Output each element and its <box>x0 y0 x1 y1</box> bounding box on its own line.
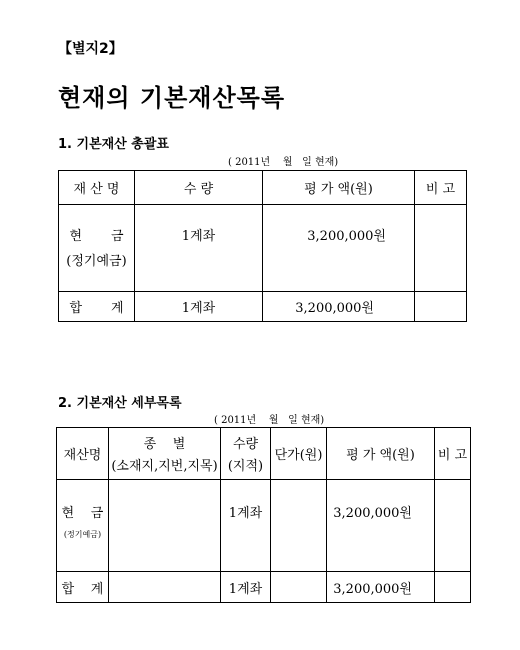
header-valuation: 평 가 액(원) <box>263 171 415 205</box>
section1-title: 1. 기본재산 총괄표 <box>58 137 169 152</box>
table-header-row <box>57 428 471 480</box>
total-unit-price <box>271 572 327 603</box>
asset-subtype: (정기예금) <box>63 530 102 539</box>
cash-cell <box>59 205 135 292</box>
quantity-cell: 1계좌 <box>221 480 271 572</box>
header-kind <box>109 428 221 480</box>
detail-table <box>56 427 471 603</box>
total-label: 합 계 <box>57 572 109 603</box>
summary-table <box>58 170 467 322</box>
total-valuation: 3,200,000원 <box>327 572 435 603</box>
table-header-row <box>59 171 467 205</box>
remarks-cell <box>435 480 471 572</box>
table-row-total <box>59 292 467 322</box>
total-remarks <box>435 572 471 603</box>
asset-subtype: (정기예금) <box>66 254 127 269</box>
asset-name: 현 금 <box>61 506 104 521</box>
total-quantity: 1계좌 <box>135 292 263 322</box>
valuation-cell: 3,200,000원 <box>263 205 415 292</box>
header-valuation: 평 가 액(원) <box>327 428 435 480</box>
quantity-cell: 1계좌 <box>135 205 263 292</box>
header-kind-label: 종 별 <box>143 437 186 452</box>
header-quantity <box>221 428 271 480</box>
table-row-total <box>57 572 471 603</box>
header-asset-name: 재 산 명 <box>59 171 135 205</box>
header-remarks: 비 고 <box>435 428 471 480</box>
header-remarks: 비 고 <box>415 171 467 205</box>
section1-as-of-date: ( 2011년 월 일 현재) <box>228 157 339 168</box>
unit-price-cell <box>271 480 327 572</box>
header-quantity-sub: (지적) <box>227 459 264 474</box>
table-row <box>59 205 467 292</box>
header-asset-name: 재산명 <box>57 428 109 480</box>
header-unit-price: 단가(원) <box>271 428 327 480</box>
header-quantity-label: 수량 <box>232 437 259 452</box>
valuation-cell: 3,200,000원 <box>327 480 435 572</box>
total-kind <box>109 572 221 603</box>
table-row <box>57 480 471 572</box>
section2-as-of-date: ( 2011년 월 일 현재) <box>214 415 325 426</box>
header-quantity: 수 량 <box>135 171 263 205</box>
header-kind-sub: (소재지,지번,지목) <box>111 459 218 474</box>
total-valuation: 3,200,000원 <box>263 292 415 322</box>
cash-cell <box>57 480 109 572</box>
section2-title: 2. 기본재산 세부목록 <box>58 396 182 411</box>
annex-label: 【별지2】 <box>58 41 123 57</box>
document-title: 현재의 기본재산목록 <box>58 84 286 112</box>
total-label: 합 계 <box>59 292 135 322</box>
kind-cell <box>109 480 221 572</box>
asset-name: 현 금 <box>69 229 124 244</box>
total-quantity: 1계좌 <box>221 572 271 603</box>
remarks-cell <box>415 205 467 292</box>
total-remarks <box>415 292 467 322</box>
